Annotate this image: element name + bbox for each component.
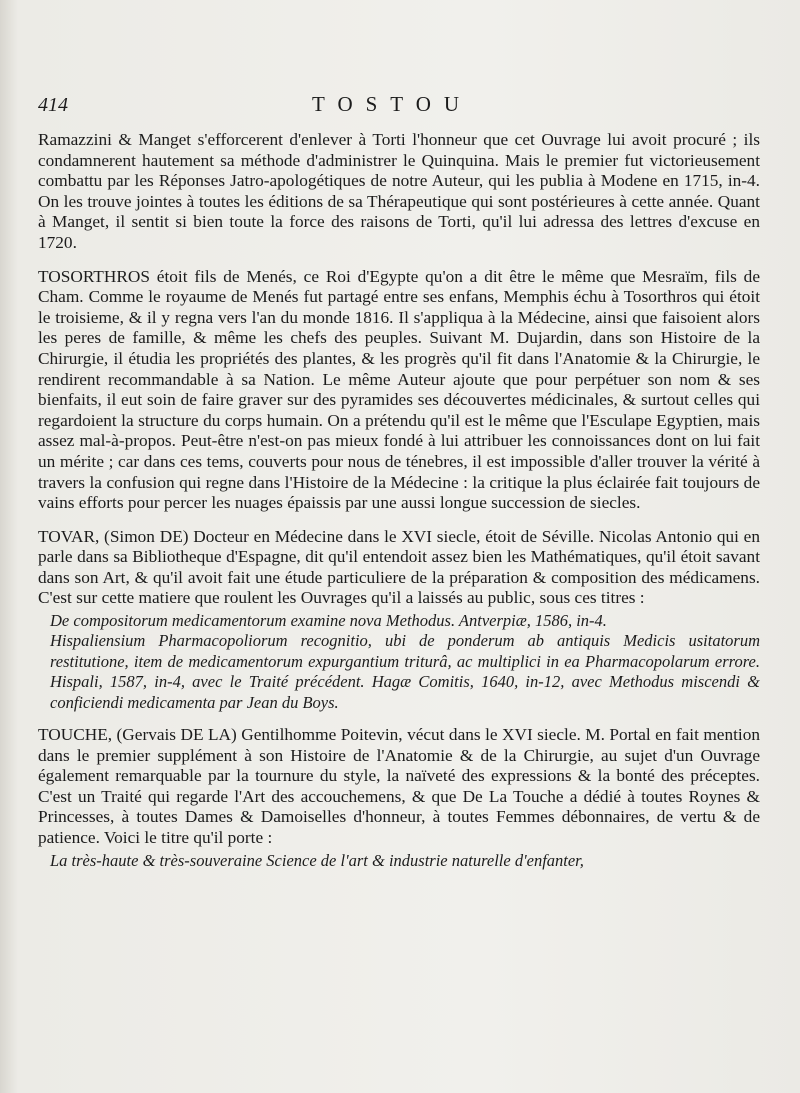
tovar-works-list bbox=[38, 611, 760, 713]
tovar-work-title: De compositorum medicamentorum examine nova Methodus. Antverpiæ, 1586, in-4. bbox=[50, 611, 607, 631]
entry-tosorthros: TOSORTHROS étoit fils de Menés, ce Roi d'Egypte qu'on a dit être le même que Mesraïm, fils de Cham. Comme le royaume de Menés fut partagé entre ses enfans, Memphis échu à Tosorthros qui étoit le troisieme, & il y regna vers l'an du monde 1816. Il s'appliqua à la Médecine, ainsi que faisoient alors les peres de famille, & même les chefs des peuples. Suivant M. Dujardin, dans son Histoire de la Chirurgie, il étudia les propriétés des plantes, & les progrès qu'il fit dans l'Anatomie & la Chirurgie, le rendirent recommandable à sa Nation. Le même Auteur ajoute que pour perpétuer son nom & ses bienfaits, il eut soin de faire graver sur des pyramides ses découvertes médicinales, & surtout celles qui regardoient la structure du corps humain. On a prétendu qu'il est le même que l'Esculape Egyptien, mais assez mal-à-propos. Peut-être n'est-on pas mieux fondé à lui attribuer les connoissances dont on lui fait un mérite ; car dans ces tems, couverts pour nous de ténebres, il est impossible d'aller trouver la vérité à travers la confusion qui regne dans l'Histoire de la Médecine : la critique la plus éclairée fait toujours de vains efforts pour percer les nuages épaissis par une aussi longue succession de siecles. bbox=[38, 266, 760, 513]
entry-tovar: TOVAR, (Simon DE) Docteur en Médecine dans le XVI siecle, étoit de Séville. Nicolas Antonio qui en parle dans sa Bibliotheque d'Espagne, dit qu'il entendoit assez bien les Mathématiques, qu'il étoit savant dans son Art, & qu'il avoit fait une étude particuliere de la préparation & composition des médicamens. C'est sur cette matiere que roulent les Ouvrages qu'il a laissés au public, sous ces titres : bbox=[38, 526, 760, 608]
running-head: TOSTOU bbox=[312, 92, 473, 116]
page-header bbox=[38, 92, 760, 122]
tovar-work-title: Hispaliensium Pharmacopoliorum recognitio, ubi de ponderum ab antiquis Medicis usitatorum restitutione, item de medicamentorum expurgantium triturâ, ac multiplici in ea Pharmacopolarum errore. Hispali, 1587, in-4, avec le Traité précédent. Hagæ Comitis, 1640, in-12, avec Methodus miscendi & conficiendi medicamenta par Jean du Boys. bbox=[50, 631, 760, 712]
page-number: 414 bbox=[38, 94, 68, 116]
entry-touche: TOUCHE, (Gervais DE LA) Gentilhomme Poitevin, vécut dans le XVI siecle. M. Portal en fait mention dans le premier supplément à son Histoire de l'Anatomie & de la Chirurgie, au sujet d'un Ouvrage également remarquable par la tournure du style, la naïveté des expressions & la bonté des préceptes. C'est un Traité qui regarde l'Art des accouchemens, & que De La Touche a dédié à toutes Roynes & Princesses, à toutes Dames & Damoiselles d'honneur, à toutes Femmes débonnaires, de vertu & de patience. Voici le titre qu'il porte : bbox=[38, 725, 760, 848]
touche-work-title: La très-haute & très-souveraine Science de l'art & industrie naturelle d'enfanter, bbox=[50, 850, 584, 870]
entry-torti-continuation: Ramazzini & Manget s'efforcerent d'enlever à Torti l'honneur que cet Ouvrage lui avoit procuré ; ils condamnerent hautement sa méthode d'administrer le Quinquina. Mais le premier fut victorieusement combattu par les Réponses Jatro-apologétiques de notre Auteur, qui les publia à Modene en 1715, in-4. On les trouve jointes à toutes les éditions de sa Thérapeutique qui sont postérieures à cette année. Quant à Manget, il sentit si bien toute la force des raisons de Torti, qu'il lui adressa des lettres d'excuse en 1720. bbox=[38, 130, 760, 252]
